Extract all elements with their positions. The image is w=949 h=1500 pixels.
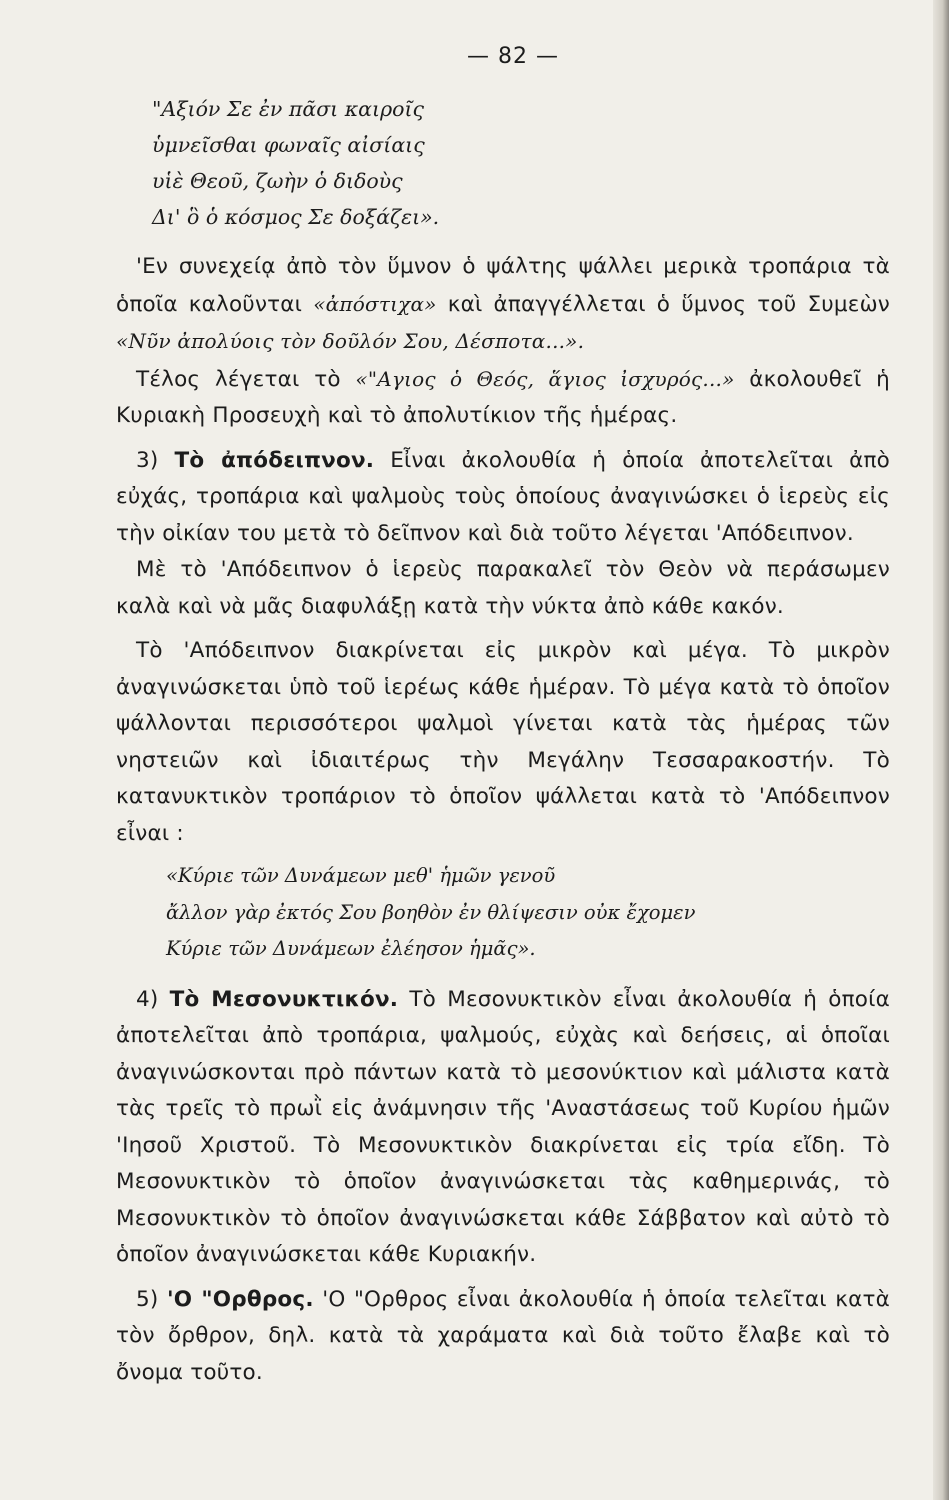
book-page [116,44,890,1391]
verse-line: υἱὲ Θεοῦ, ζωὴν ὁ διδοὺς [152,169,403,193]
paragraph-apodeipnon-kinds [116,633,890,852]
troparion-quote [116,858,890,968]
verse-line: "Αξιόν Σε ἐν πᾶσι καιροῖς [152,97,424,121]
paragraph-text: 'Εν συνεχείᾳ ἀπὸ τὸν ὕμνον ὁ ψάλτης ψάλλει μερικὰ τροπάρια τὰ ὁποῖα καλοῦνται [116,254,890,317]
page-number: — 82 — [467,44,559,69]
quote-trisagion: «"Αγιος ὁ Θεός, ἅγιος ἰσχυρός...» [355,366,735,391]
section-heading: 'Ο "Ορθρος. [166,1286,314,1312]
paragraph-text: Εἶναι ἀκολουθία ἡ ὁποία ἀποτελεῖται ἀπὸ εὐχάς, τροπάρια καὶ ψαλμοὺς τοὺς ὁποίους ἀναγινώσκει ὁ ἱερεὺς εἰς τὴν οἰκίαν του μετὰ τὸ δεῖπνον καὶ διὰ τοῦτο λέγεται 'Απόδειπνον. [116,447,890,546]
verse-line: ὑμνεῖσθαι φωναῖς αἰσίαις [152,133,425,157]
section-apodeipnon [116,443,890,553]
troparion-line: «Κύριε τῶν Δυνάμεων μεθ' ἡμῶν γενοῦ [166,864,556,887]
section-mesonyktikon [116,982,890,1274]
section-heading: Τὸ ἀπόδειπνον. [174,447,375,473]
quote-aposticha: «ἀπόστιχα» [313,291,437,316]
paragraph-text: καὶ ἀπαγγέλλεται ὁ ὕμνος τοῦ Συμεὼν [436,291,891,317]
section-number: 4) [136,986,159,1012]
paragraph-text: Τὸ 'Απόδειπνον διακρίνεται εἰς μικρὸν καὶ μέγα. Τὸ μικρὸν ἀναγινώσκεται ὑπὸ τοῦ ἱερέως κάθε ἡμέραν. Τὸ μέγα κατὰ τὸ ὁποῖον ψάλλονται περισσότεροι ψαλμοὶ γίνεται κατὰ τὰς ἡμέρας τῶν νηστειῶν καὶ ἰδιαιτέρως τὴν Μεγάλην Τεσσαρακοστήν. Τὸ κατανυκτικὸν τροπάριον τὸ ὁποῖον ψάλλεται κατὰ τὸ 'Απόδειπνον εἶναι : [116,638,890,846]
paragraph-text: Μὲ τὸ 'Απόδειπνον ὁ ἱερεὺς παρακαλεῖ τὸν Θεὸν νὰ περάσωμεν καλὰ καὶ νὰ μᾶς διαφυλάξῃ κατὰ τὴν νύκτα ἀπὸ κάθε κακόν. [116,557,890,619]
paragraph-text: ἀκολουθεῖ ἡ Κυριακὴ Προσευχὴ καὶ τὸ ἀπολυτίκιον τῆς ἡμέρας. [116,366,890,428]
verse-line: Δι' ὃ ὁ κόσμος Σε δοξάζει». [152,205,440,229]
hymn-verse [116,91,890,235]
section-number: 5) [136,1286,159,1312]
section-orthros [116,1282,890,1392]
troparion-line: Κύριε τῶν Δυνάμεων ἐλέησον ἡμᾶς». [166,937,536,960]
page-edge-shadow [933,0,949,1500]
paragraph-apodeipnon-purpose [116,552,890,625]
paragraph-text: 'Ο "Ορθρος εἶναι ἀκολουθία ἡ ὁποία τελεῖται κατὰ τὸν ὄρθρον, δηλ. κατὰ τὰ χαράματα καὶ διὰ τοῦτο ἔλαβε καὶ τὸ ὄνομα τοῦτο. [116,1286,890,1385]
paragraph-text: Τέλος λέγεται τὸ [136,366,356,392]
section-heading: Τὸ Μεσονυκτικόν. [169,986,399,1012]
section-number: 3) [136,447,159,473]
paragraph-trisagion [116,361,890,435]
paragraph-text: Τὸ Μεσονυκτικὸν εἶναι ἀκολουθία ἡ ὁποία ἀποτελεῖται ἀπὸ τροπάρια, ψαλμούς, εὐχὰς καὶ δεήσεις, αἱ ὁποῖαι ἀναγινώσκονται πρὸ πάντων κατὰ τὸ μεσονύκτιον καὶ μάλιστα κατὰ τὰς τρεῖς τὸ πρωῒ εἰς ἀνάμνησιν τῆς 'Αναστάσεως τοῦ Κυρίου ἡμῶν 'Ιησοῦ Χριστοῦ. Τὸ Μεσονυκτικὸν διακρίνεται εἰς τρία εἴδη. Τὸ Μεσονυκτικὸν τὸ ὁποῖον ἀναγινώσκεται τὰς καθημερινάς, τὸ Μεσονυκτικὸν τὸ ὁποῖον ἀναγινώσκεται κάθε Σάββατον καὶ αὐτὸ τὸ ὁποῖον ἀναγινώσκεται κάθε Κυριακήν. [116,986,890,1267]
troparion-line: ἄλλον γὰρ ἐκτός Σου βοηθὸν ἐν θλίψεσιν οὐκ ἔχομεν [166,900,696,924]
quote-nyn-apolyeis: «Νῦν ἀπολύοις τὸν δοῦλόν Σου, Δέσποτα...». [116,329,585,353]
paragraph-aposticha [116,249,890,361]
